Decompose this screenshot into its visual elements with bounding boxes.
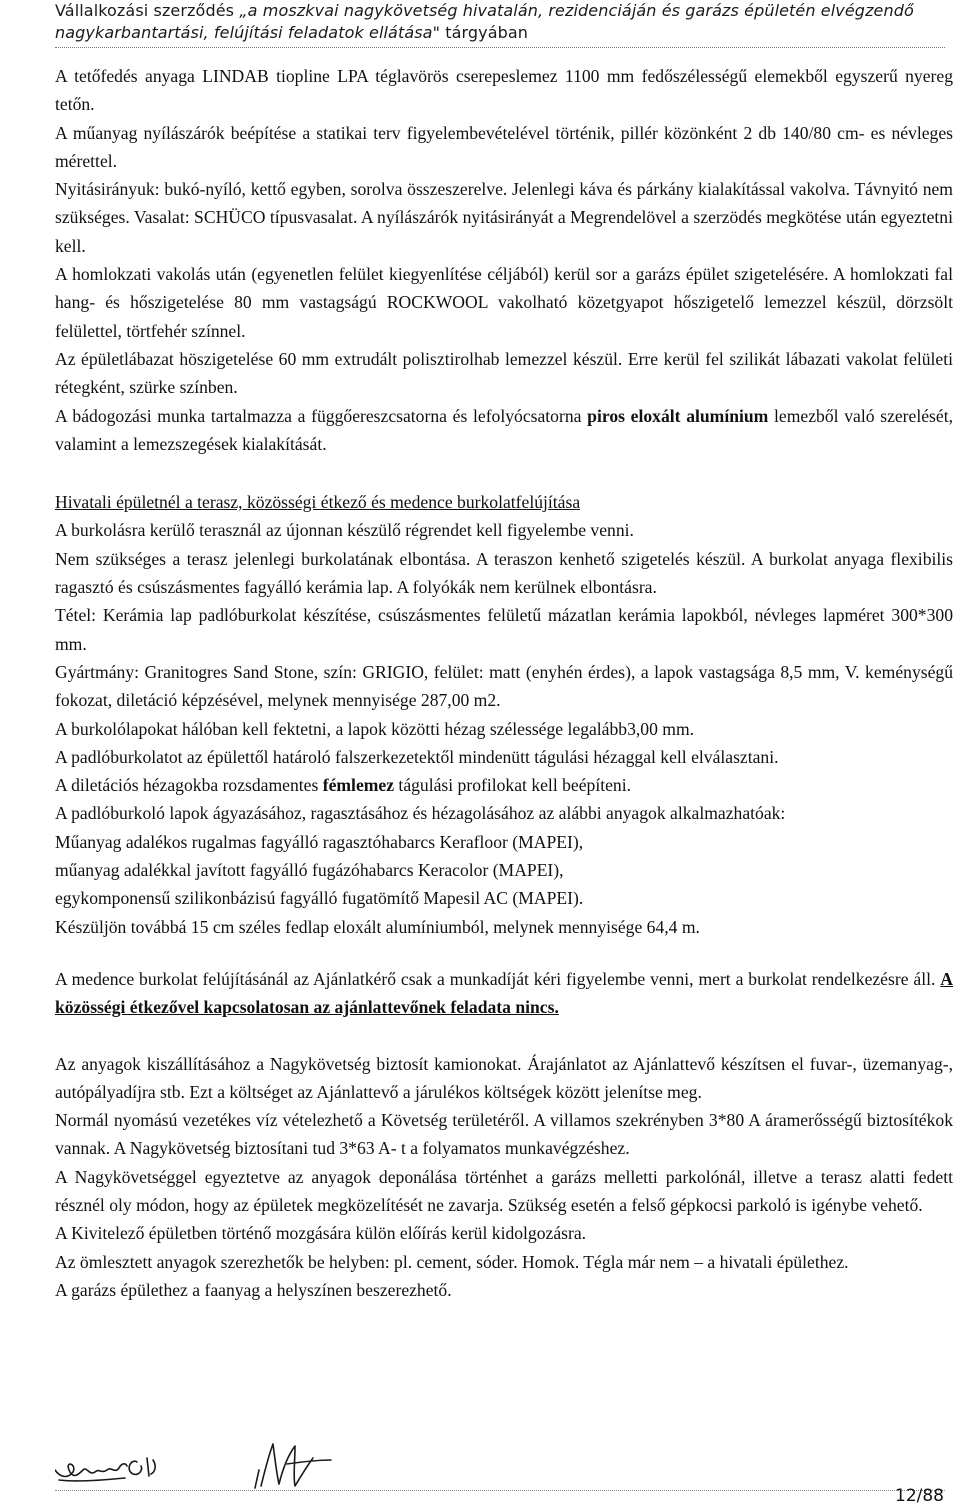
paragraph-cover-plate: Készüljön továbbá 15 cm széles fedlap eloxált alumíniumból, melynek mennyisége 64,4 m. <box>55 916 700 937</box>
paragraph-terrace-demolition: Nem szükséges a terasz jelenlegi burkolatának elbontása. A teraszon kenhető szigetelés készül. A burkolat anyaga flexibilis ragasztó és csúszásmentes fagyálló kerámia lap. A folyókák nem kerülnek elbontásra. <box>55 548 953 598</box>
signature-right <box>255 1444 331 1488</box>
document-header <box>55 0 955 44</box>
page-number: 12/88 <box>895 1486 944 1506</box>
paragraph-material-kerafloor: Műanyag adalékos rugalmas fagyálló ragasztóhabarcs Kerafloor (MAPEI), <box>55 831 584 852</box>
paragraph-terrace-order: A burkolásra kerülő terasznál az újonnan készülő régrendet kell figyelembe venni. <box>55 520 634 541</box>
paragraph-timber: A garázs épülethez a faanyag a helyszínen beszerezhető. <box>55 1279 452 1300</box>
pool-text: A medence burkolat felújításánál az Ajánlatkérő csak a munkadíját kéri figyelembe venni, mert a burkolat rendelkezésre áll. <box>55 968 941 989</box>
paragraph-transport: Az anyagok kiszállításához a Nagykövetség biztosít kamionokat. Árajánlatot az Ajánlattevő készítsen el fuvar-, üzemanyag-, autópályadíjra stb. Ezt a költséget az Ajánlattevő a járulékos költségek között jelenítse meg. <box>55 1053 953 1102</box>
signature-left <box>55 1458 155 1481</box>
paragraph-facade-insulation: A homlokzati vakolás után (egyenetlen felület kiegyenlítése céljából) kerül sor a garázs épület szigetelésére. A homlokzati fal hang- és hőszigetelése 80 mm vastagságú ROCKWOOL vakolható közetgyapot hőszigetelő lemezzel készül, dörzsölt felülettel, törtfehér színnel. <box>55 264 953 341</box>
paragraph-windows-opening: Nyitásirányuk: bukó-nyíló, kettő egyben, sorolva összeszerelve. Jelenlegi káva és párkány kialakítással vakolva. Távnyitó nem szükséges. Vasalat: SCHÜCO típusvasalat. A nyílászárók nyitásirányát a Megrendelövel a szerzödés megkötése után egyeztetni kell. <box>55 179 953 256</box>
header-text-italic: „a moszkvai nagykövetség hivatalán, rezidenciáján és garázs épületén elvégzendő nagykarbantartási, felújítási feladatok ellátása" <box>55 1 914 42</box>
paragraph-item-ceramic: Tétel: Kerámia lap padlóburkolat készítése, csúszásmentes felületű mázatlan kerámia lapokból, névleges lapméret 300*300 mm. <box>55 605 953 654</box>
header-text-start: Vállalkozási szerződés <box>55 1 240 20</box>
paragraph-plinth-insulation: Az épületlábazat höszigetelése 60 mm extrudált polisztirolhab lemezzel készül. Erre kerül fel szilikát lábazati vakolat felületi rétegként, szürke színben. <box>55 348 953 398</box>
paragraph-tinwork <box>55 402 953 459</box>
header-text-end: tárgyában <box>440 23 529 42</box>
paragraph-pool <box>55 965 953 1022</box>
paragraph-movement: A Kivitelező épületben történő mozgására külön előírás kerül kidolgozásra. <box>55 1223 587 1244</box>
paragraph-roofing: A tetőfedés anyaga LINDAB tiopline LPA téglavörös cserepeslemez 1100 mm fedőszélességű elemekből egyszerű nyereg tetőn. <box>55 66 953 115</box>
paragraph-storage: A Nagykövetséggel egyeztetve az anyagok deponálása történhet a garázs melletti parkolónál, illetve a terasz alatti fedett résznél oly módon, hogy az épületek megközelítését ne zavarja. Szükség esetén a felső gépkocsi parkoló is igénybe vehető. <box>55 1166 953 1215</box>
signatures <box>55 1440 375 1490</box>
paragraph-dilatation <box>55 771 953 799</box>
section-heading-terrace: Hivatali épületnél a terasz, közösségi étkező és medence burkolatfelújítása <box>55 492 581 513</box>
paragraph-bulk-materials: Az ömlesztett anyagok szerezhetők be helyben: pl. cement, sóder. Homok. Tégla már nem – a hivatali épülethez. <box>55 1251 849 1272</box>
pool-note-bold: A közösségi étkezővel kapcsolatosan az ajánlattevőnek feladata nincs. <box>55 968 953 1018</box>
paragraph-laying: A burkolólapokat hálóban kell fektetni, a lapok közötti hézag szélessége legalább3,00 mm. <box>55 718 695 739</box>
dilatation-text-start: A diletációs hézagokba rozsdamentes <box>55 775 323 796</box>
tinwork-material-bold: piros eloxált alumínium <box>587 405 769 426</box>
paragraph-windows-install: A műanyag nyílászárók beépítése a statikai terv figyelembevételével történik, pillér közönként 2 db 140/80 cm- es névleges mérettel. <box>55 122 953 171</box>
paragraph-materials-intro: A padlóburkoló lapok ágyazásához, ragasztásához és hézagolásához az alábbi anyagok alkalmazhatóak: <box>55 803 786 824</box>
paragraph-expansion-joint: A padlóburkolatot az épülettől határoló falszerkezetektől mindenütt tágulási hézaggal kell elválasztani. <box>55 746 779 767</box>
paragraph-material-mapesil: egykomponensű szilikonbázisú fagyálló fugatömítő Mapesil AC (MAPEI). <box>55 888 584 909</box>
tinwork-text-start: A bádogozási munka tartalmazza a függőereszcsatorna és lefolyócsatorna <box>55 405 588 426</box>
header-divider <box>55 47 945 48</box>
document-body <box>55 62 953 1304</box>
paragraph-product: Gyártmány: Granitogres Sand Stone, szín: GRIGIO, felület: matt (enyhén érdes), a lapok vastagsága 8,5 mm, V. keménységű fokozat, diletáció képzésével, melynek mennyisége 287,00 m2. <box>55 661 953 711</box>
dilatation-text-end: tágulási profilokat kell beépíteni. <box>394 775 631 796</box>
tinwork-text-end: lemezből való szerelését, valamint a lemezszegések kialakítását. <box>55 405 953 454</box>
paragraph-material-keracolor: műanyag adalékkal javított fagyálló fugázóhabarcs Keracolor (MAPEI), <box>55 860 564 881</box>
dilatation-material-bold: fémlemez <box>322 775 395 796</box>
footer-divider <box>55 1490 945 1491</box>
paragraph-utilities: Normál nyomású vezetékes víz vételezhető a Követség területéről. A villamos szekrényben 3*80 A áramerősségű biztosítékok vannak. A Nagykövetség biztosítani tud 3*63 A- t a folyamatos munkavégzéshez. <box>55 1110 953 1159</box>
